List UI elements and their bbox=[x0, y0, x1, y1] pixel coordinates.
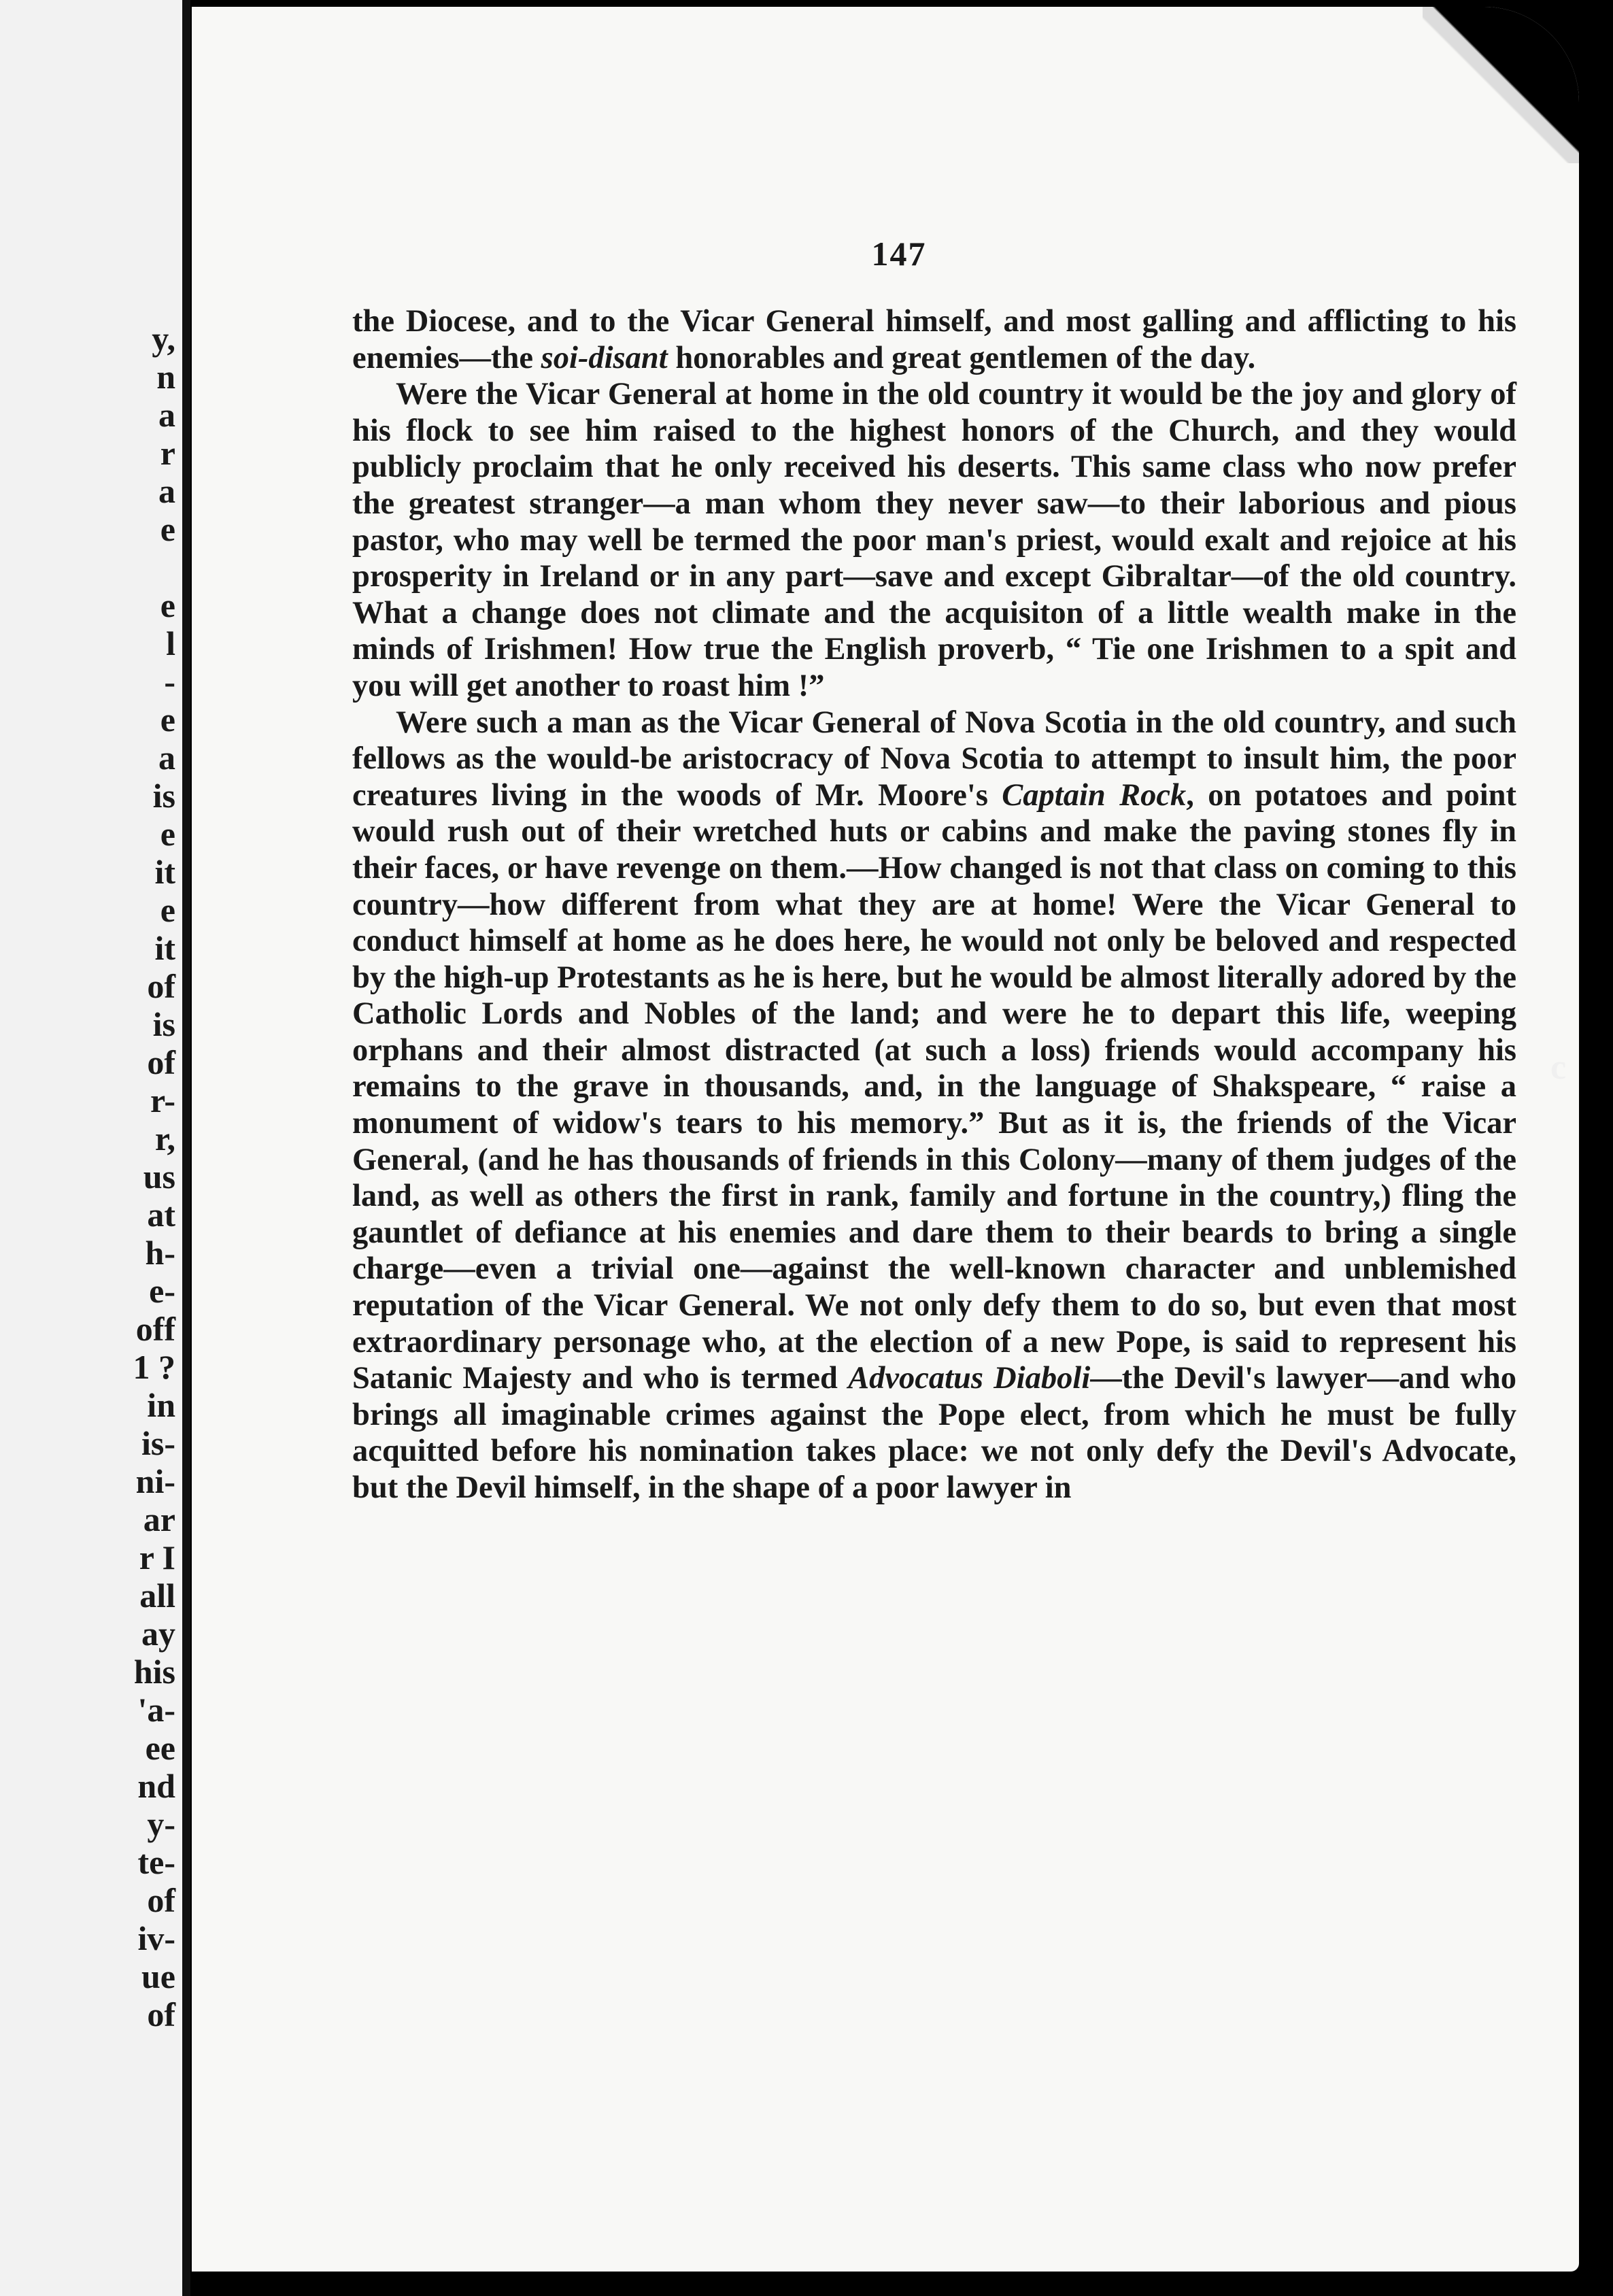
facing-page-fragment-line: ue bbox=[141, 1957, 175, 1995]
facing-page-fragment-line: off bbox=[135, 1310, 175, 1348]
italic-text: Captain Rock bbox=[1002, 777, 1187, 813]
facing-page-fragment-line: of bbox=[147, 967, 175, 1005]
facing-page-fragment-line: at bbox=[147, 1196, 175, 1234]
facing-page-fragment-line: r bbox=[160, 434, 175, 472]
facing-page-fragment-line: is bbox=[152, 777, 175, 815]
facing-page-fragment-line: r, bbox=[154, 1119, 175, 1158]
paragraph bbox=[352, 376, 1516, 704]
text-run: Were such a man as the Vicar General of Nova Scotia in the old country, and such fellows as the would-be aristocracy of Nova Scotia to attempt to insult him, the poor creatures living in the woods of Mr. Moore's bbox=[352, 705, 1516, 813]
facing-page-fragment-line: ar bbox=[143, 1500, 175, 1538]
facing-page-fragment-line: iv- bbox=[137, 1919, 175, 1957]
italic-text: Advocatus Diaboli bbox=[848, 1361, 1091, 1396]
facing-page-fragment-line: of bbox=[147, 1995, 175, 2033]
facing-page-fragment-line: nd bbox=[137, 1767, 175, 1805]
facing-page-fragment-line: n bbox=[156, 358, 175, 396]
edge-mark: c bbox=[1550, 1048, 1567, 1087]
facing-page-fragment-line: ee bbox=[145, 1729, 175, 1767]
text-run: , on potatoes and point would rush out of their wretched huts or cabins and make the paving stones fly in their faces, or have revenge on them.—How changed is not that class on coming to this country—how different from what they are at home! Were the Vicar General to conduct himself at home as he does here, he would not only be beloved and respected by the high-up Protestants as he is here, but he would be almost literally adored by the Catholic Lords and Nobles of the land; and were he to depart this life, weeping orphans and their almost distracted (at such a loss) friends would accompany his remains to the grave in thousands, and, in the language of Shakspeare, “ raise a monument of widow's tears to his memory.” But as it is, the friends of the Vicar General, (and he has thousands of friends in this Colony—many of them judges of the land, as well as others the first in rank, family and fortune in the country,) fling the gauntlet of defiance at his enemies and dare them to their beards to bring a single charge—even a trivial one—against the well-known character and unblemished reputation of the Vicar General. We not only defy them to do so, but even that most extraordinary personage who, at the election of a new Pope, is said to represent his Satanic Majesty and who is termed bbox=[352, 777, 1516, 1396]
facing-page-fragment-line: e bbox=[160, 815, 175, 853]
facing-page-fragment-line: r- bbox=[150, 1081, 175, 1119]
facing-page-fragment-line: of bbox=[147, 1881, 175, 1919]
facing-page-text-fragments bbox=[80, 320, 175, 2033]
facing-page-fragment-line: a bbox=[158, 739, 175, 777]
facing-page-fragment-line: it bbox=[154, 853, 175, 891]
italic-text: soi-disant bbox=[541, 340, 668, 375]
book-page bbox=[192, 7, 1579, 2272]
facing-page-fragment-line: 1 ? bbox=[133, 1348, 175, 1386]
facing-page-fragment-line: e bbox=[160, 891, 175, 929]
text-run: Were the Vicar General at home in the old country it would be the joy and glory of his flock to see him raised to the highest honors of the Church, and they would publicly proclaim that he only received his deserts. This same class who now prefer the greatest stranger—a man whom they never saw—to their laborious and pious pastor, who may well be termed the poor man's priest, would exalt and rejoice at his prosperity in Ireland or in any part—save and except Gibraltar—of the old country. What a change does not climate and the acquisiton of a little wealth make in the minds of Irishmen! How true the English proverb, “ Tie one Irishmen to a spit and you will get another to roast him !” bbox=[352, 377, 1516, 703]
page-body-text bbox=[352, 303, 1516, 1506]
paragraph bbox=[352, 303, 1516, 376]
facing-page-fragment-line: te- bbox=[137, 1843, 175, 1881]
facing-page-fragment-line: it bbox=[154, 929, 175, 967]
page-corner-fold bbox=[1423, 7, 1579, 163]
facing-page-fragment-line: ni- bbox=[135, 1462, 175, 1500]
facing-page-fragment-line: his bbox=[133, 1653, 175, 1691]
facing-page-fragment-line: a bbox=[158, 472, 175, 510]
facing-page-fragment-line: 'a- bbox=[137, 1691, 175, 1729]
facing-page-fragment-line: r I bbox=[139, 1538, 175, 1576]
facing-page-fragment-line: e bbox=[160, 700, 175, 739]
facing-page-fragment bbox=[0, 0, 182, 2296]
facing-page-fragment-line: us bbox=[143, 1158, 175, 1196]
facing-page-fragment-line: all bbox=[139, 1576, 175, 1615]
facing-page-fragment-line: y, bbox=[152, 320, 175, 358]
facing-page-fragment-line: l bbox=[166, 624, 175, 662]
facing-page-fragment-line: is bbox=[152, 1005, 175, 1043]
facing-page-fragment-line: a bbox=[158, 396, 175, 434]
facing-page-fragment-line bbox=[80, 548, 175, 586]
page-number: 147 bbox=[871, 235, 927, 273]
facing-page-fragment-line: of bbox=[147, 1043, 175, 1081]
facing-page-fragment-line: e bbox=[160, 510, 175, 548]
book-gutter bbox=[182, 0, 190, 2296]
facing-page-fragment-line: - bbox=[164, 662, 175, 700]
text-run: the Diocese, and to the Vicar General himself, and most galling and afflicting to his enemies—the bbox=[352, 304, 1516, 375]
facing-page-fragment-line: h- bbox=[145, 1234, 175, 1272]
facing-page-fragment-line: ay bbox=[141, 1615, 175, 1653]
facing-page-fragment-line: in bbox=[147, 1386, 175, 1424]
facing-page-fragment-line: y- bbox=[147, 1805, 175, 1843]
text-run: honorables and great gentlemen of the day. bbox=[667, 340, 1256, 375]
facing-page-fragment-line: e- bbox=[149, 1272, 175, 1310]
facing-page-fragment-line: is- bbox=[141, 1424, 175, 1462]
paragraph bbox=[352, 705, 1516, 1506]
facing-page-fragment-line: e bbox=[160, 586, 175, 624]
text-run: —the Devil's lawyer—and who brings all imaginable crimes against the Pope elect, from which he must be fully acquitted before his nomination takes place: we not only defy the Devil's Advocate, but the Devil himself, in the shape of a poor lawyer in bbox=[352, 1361, 1517, 1505]
